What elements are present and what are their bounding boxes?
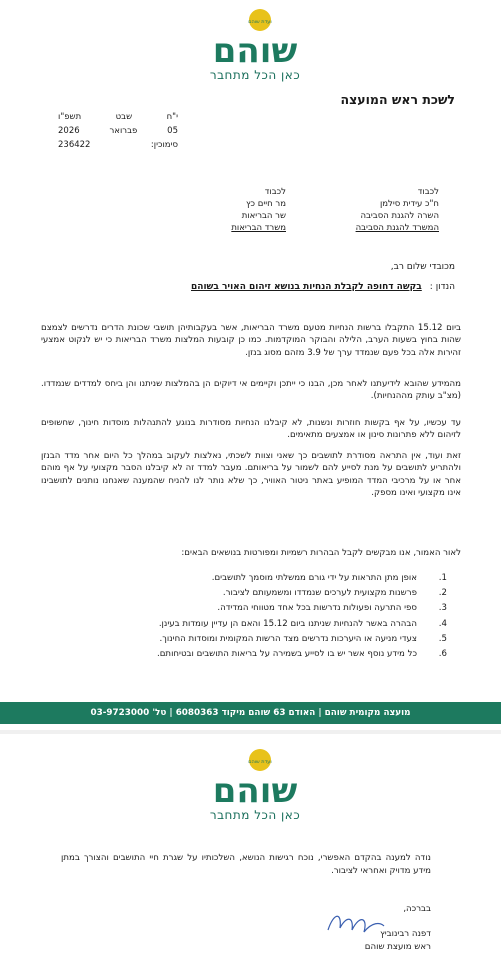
list-text: פרשנות מקצועית לערכים שנמדדו ומשמעותם לציבור. bbox=[222, 587, 417, 598]
footer-contact: מועצה מקומית שוהם | האודם 63 שוהם מיקוד 6080363 | טל' 03-9723000 bbox=[90, 708, 411, 718]
list-number: 5. bbox=[438, 633, 447, 644]
hebrew-date bbox=[58, 110, 178, 124]
signatory-role: ראש מועצת שוהם bbox=[364, 942, 431, 952]
closing-paragraph: נודה למענה בהקדם האפשרי, נוכח רגישות הנושא, השלכותיו על שגרת חיי התושבים והצורך במתן מידע מדויק ואחראי לציבור. bbox=[61, 853, 431, 876]
logo-group bbox=[200, 746, 310, 826]
hebrew-month: שבט bbox=[115, 112, 133, 122]
list-number: 2. bbox=[438, 587, 447, 598]
logo-group bbox=[200, 6, 310, 86]
recipient-ministry: משרד הבריאות bbox=[231, 223, 286, 233]
greeting: מכובדי שלום רב, bbox=[390, 262, 455, 272]
logo-tagline: כאן הכל מתחבר bbox=[209, 808, 301, 822]
reference-value: 236422 bbox=[58, 140, 91, 150]
paragraph-4: זאת ועוד, אין התראה מסודרת לתושבים כך שאני וצוות לשכתי, נאלצות לעקוב במהלך כל היום אחר מדד הבנזן ולהתריע לתושבים על מנת לסייע להם לשמור על בריאותם. מעבר למדד זה לא קיבלנו הסבר מקצועי על אף מוהם אחר או על מרכיבי המדד המופיע באתר ניטור האוויר, כך שלא נותר לנו להניח שהמענה שאנחנו נותנים לתושבינו אינו מקצועי ואינו מספק. bbox=[41, 451, 461, 499]
hebrew-year: תשפ"ו bbox=[58, 112, 82, 122]
date-block bbox=[58, 110, 178, 152]
recipient-title: השרה להגנת הסביבה bbox=[360, 211, 439, 221]
recipient-environment bbox=[319, 186, 439, 234]
list-item bbox=[47, 570, 447, 585]
list-text: צעדי מניעה או היערכות נדרשים מצד הרשות המקומית ומוסדות החינוך. bbox=[159, 633, 417, 644]
signatory bbox=[365, 928, 431, 954]
list-number: 1. bbox=[438, 572, 447, 583]
list-item bbox=[47, 601, 447, 616]
request-list bbox=[47, 570, 447, 662]
recipient-name: ח"כ עידית סילמן bbox=[379, 199, 439, 209]
list-number: 4. bbox=[438, 618, 447, 629]
subject-text: בקשה דחופה לקבלת הנחיות בנושא זיהום האויר בשוהם bbox=[191, 282, 422, 292]
subject-label: הנדון : bbox=[429, 282, 455, 292]
office-title: לשכת ראש המועצה bbox=[340, 92, 455, 107]
gregorian-year: 2026 bbox=[58, 126, 80, 136]
paragraph-2: מהמידע שהובא לידיעתנו לאחר מכן, הבנו כי ייתכן וקיימים אי דיוקים הן בהמלצות שניתנו והן ביחס למדדים שנמדדו. (מצ"ב עותק מההנחיות). bbox=[41, 379, 461, 402]
logo-seal-text: ועדת שוהם bbox=[248, 19, 272, 25]
recipient-title: שר הבריאות bbox=[241, 211, 286, 221]
logo-tagline: כאן הכל מתחבר bbox=[209, 68, 301, 82]
subject-line bbox=[191, 282, 455, 292]
recipient-salutation: לכבוד bbox=[417, 187, 439, 197]
header-logo bbox=[0, 6, 501, 86]
reference-row bbox=[58, 138, 178, 152]
footer-bar bbox=[0, 702, 501, 724]
shoham-logo-icon bbox=[200, 746, 310, 806]
recipient-name: מר חיים כץ bbox=[245, 199, 286, 209]
request-intro: לאור האמור, אנו מבקשים לקבל הבהרות רשמיות ומפורטות בנושאים הבאים: bbox=[181, 548, 461, 558]
list-text: כל מידע נוסף אשר יש בו לסייע בשמירה על בריאות התושבים ובטיחותם. bbox=[157, 649, 417, 660]
list-item bbox=[47, 585, 447, 600]
closing-blessing: בברכה, bbox=[403, 904, 431, 914]
logo-wordmark: שוהם bbox=[212, 31, 298, 66]
shoham-logo-icon bbox=[200, 6, 310, 66]
list-item bbox=[47, 631, 447, 646]
list-text: אופן מתן התראות על ידי גורם ממשלתי מוסמך לתושבים. bbox=[211, 572, 417, 583]
recipient-ministry: המשרד להגנת הסביבה bbox=[355, 223, 439, 233]
list-number: 6. bbox=[438, 649, 447, 660]
gregorian-day: 05 bbox=[167, 126, 178, 136]
gregorian-date bbox=[58, 124, 178, 138]
list-number: 3. bbox=[438, 603, 447, 614]
recipient-salutation: לכבוד bbox=[264, 187, 286, 197]
logo-seal-text: ועדת שוהם bbox=[248, 759, 272, 765]
recipient-health bbox=[166, 186, 286, 234]
reference-label: סימוכין: bbox=[150, 140, 178, 150]
hebrew-day: י"ח bbox=[166, 112, 178, 122]
list-item bbox=[47, 616, 447, 631]
list-item bbox=[47, 646, 447, 661]
logo-wordmark: שוהם bbox=[212, 771, 298, 806]
list-text: הבהרה באשר להנחיות שניתנו ביום 15.12 והאם הן עדיין עומדות בעינן. bbox=[158, 618, 417, 629]
paragraph-1: ביום 15.12 התקבלו ברשות הנחיות מטעם משרד הבריאות, אשר בעקבותיהן תושבי שכונת הדרים נדרשים לצמצם שהות בחוץ בשעות הערב, הלילה והבוקר המוקדמות. כמו כן קובעות המלצות משרד הבריאות כי יש לנקוט אמצעי זהירות אלה בכל פעם שנמדד ערך של 3.9 מזהם מסוג בנזן. bbox=[41, 323, 462, 358]
signatory-name: דפנה רבינוביץ bbox=[380, 929, 431, 939]
page-divider bbox=[0, 730, 501, 734]
paragraph-3: עד עכשיו, על אף בקשות חוזרות ונשנות, לא קיבלנו הנחיות מסודרות בנוגע להתנהלות מוסדות חינוך, שחשופים לזיהום ללא פתרונות סינון או אמצעים מתאימים. bbox=[41, 418, 461, 441]
list-text: ספי התרעה ופעולות נדרשות בכל אחד מטווחי המדידה. bbox=[217, 603, 417, 614]
header-logo-page-2 bbox=[0, 746, 501, 826]
gregorian-month: פברואר bbox=[109, 126, 138, 136]
